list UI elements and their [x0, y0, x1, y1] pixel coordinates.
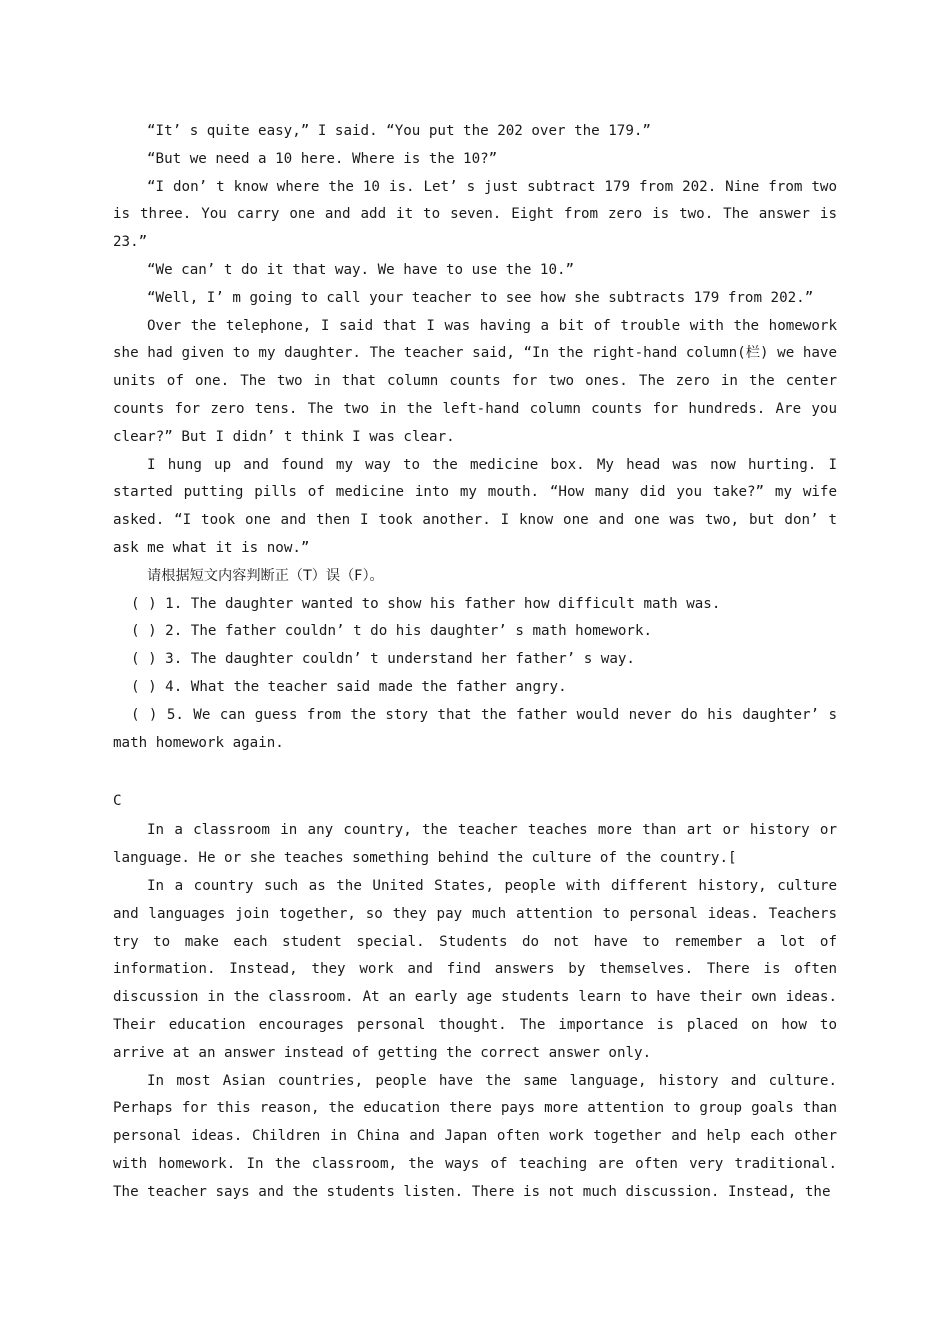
- story-paragraph: Over the telephone, I said that I was having a bit of trouble with the homework she had given to my daughter. The teacher said, “In the right-hand column(栏) we have units of one. The two in that column counts for two ones. The zero in the center counts for zero tens. The two in the left-hand column counts for hundreds. Are you clear?” But I didn’ t think I was clear.: [113, 317, 837, 445]
- question-4: ( ) 4. What the teacher said made the father angry.: [131, 678, 567, 695]
- question-1: ( ) 1. The daughter wanted to show his father how difficult math was.: [131, 595, 721, 612]
- dialogue-line: “It’ s quite easy,” I said. “You put the 202 over the 179.”: [147, 123, 651, 139]
- dialogue-line: “Well, I’ m going to call your teacher to see how she subtracts 179 from 202.”: [147, 289, 814, 306]
- question-5: ( ) 5. We can guess from the story that the father would never do his daughter’ s math homework again.: [113, 706, 837, 751]
- story-paragraph: I hung up and found my way to the medicine box. My head was now hurting. I started putting pills of medicine into my mouth. “How many did you take?” my wife asked. “I took one and then I took another. I know one and one was two, but don’ t ask me what it is now.”: [113, 456, 837, 556]
- dialogue-line: “I don’ t know where the 10 is. Let’ s just subtract 179 from 202. Nine from two is three. You carry one and add it to seven. Eight from zero is two. The answer is 23.”: [113, 178, 837, 251]
- dialogue-line: “We can’ t do it that way. We have to use the 10.”: [147, 261, 575, 278]
- passage-c-paragraph: In a country such as the United States, people with different history, culture and languages join together, so they pay much attention to personal ideas. Teachers try to make each student special. Students do not have to remember a lot of information. Instead, they work and find answers by themselves. There is often discussion in the classroom. At an early age students learn to have their own ideas. Their education encourages personal thought. The importance is placed on how to arrive at an answer instead of getting the correct answer only.: [113, 877, 837, 1061]
- document-page: [113, 118, 837, 1206]
- question-2: ( ) 2. The father couldn’ t do his daughter’ s math homework.: [131, 623, 653, 640]
- passage-c-paragraph: In a classroom in any country, the teacher teaches more than art or history or language. He or she teaches something behind the culture of the country.[: [113, 822, 837, 867]
- question-3: ( ) 3. The daughter couldn’ t understand her father’ s way.: [131, 651, 635, 668]
- passage-c-paragraph: In most Asian countries, people have the same language, history and culture. Perhaps for this reason, the education there pays more attention to group goals than personal ideas. Children in China and Japan often work together and help each other with homework. In the classroom, the ways of teaching are often very traditional. The teacher says and the students listen. There is not much discussion. Instead, the: [113, 1072, 837, 1200]
- section-label-c: C: [113, 793, 122, 810]
- dialogue-line: “But we need a 10 here. Where is the 10?”: [147, 150, 498, 167]
- true-false-instruction: 请根据短文内容判断正（T）误（F）。: [147, 567, 384, 584]
- section-spacer: [113, 757, 837, 785]
